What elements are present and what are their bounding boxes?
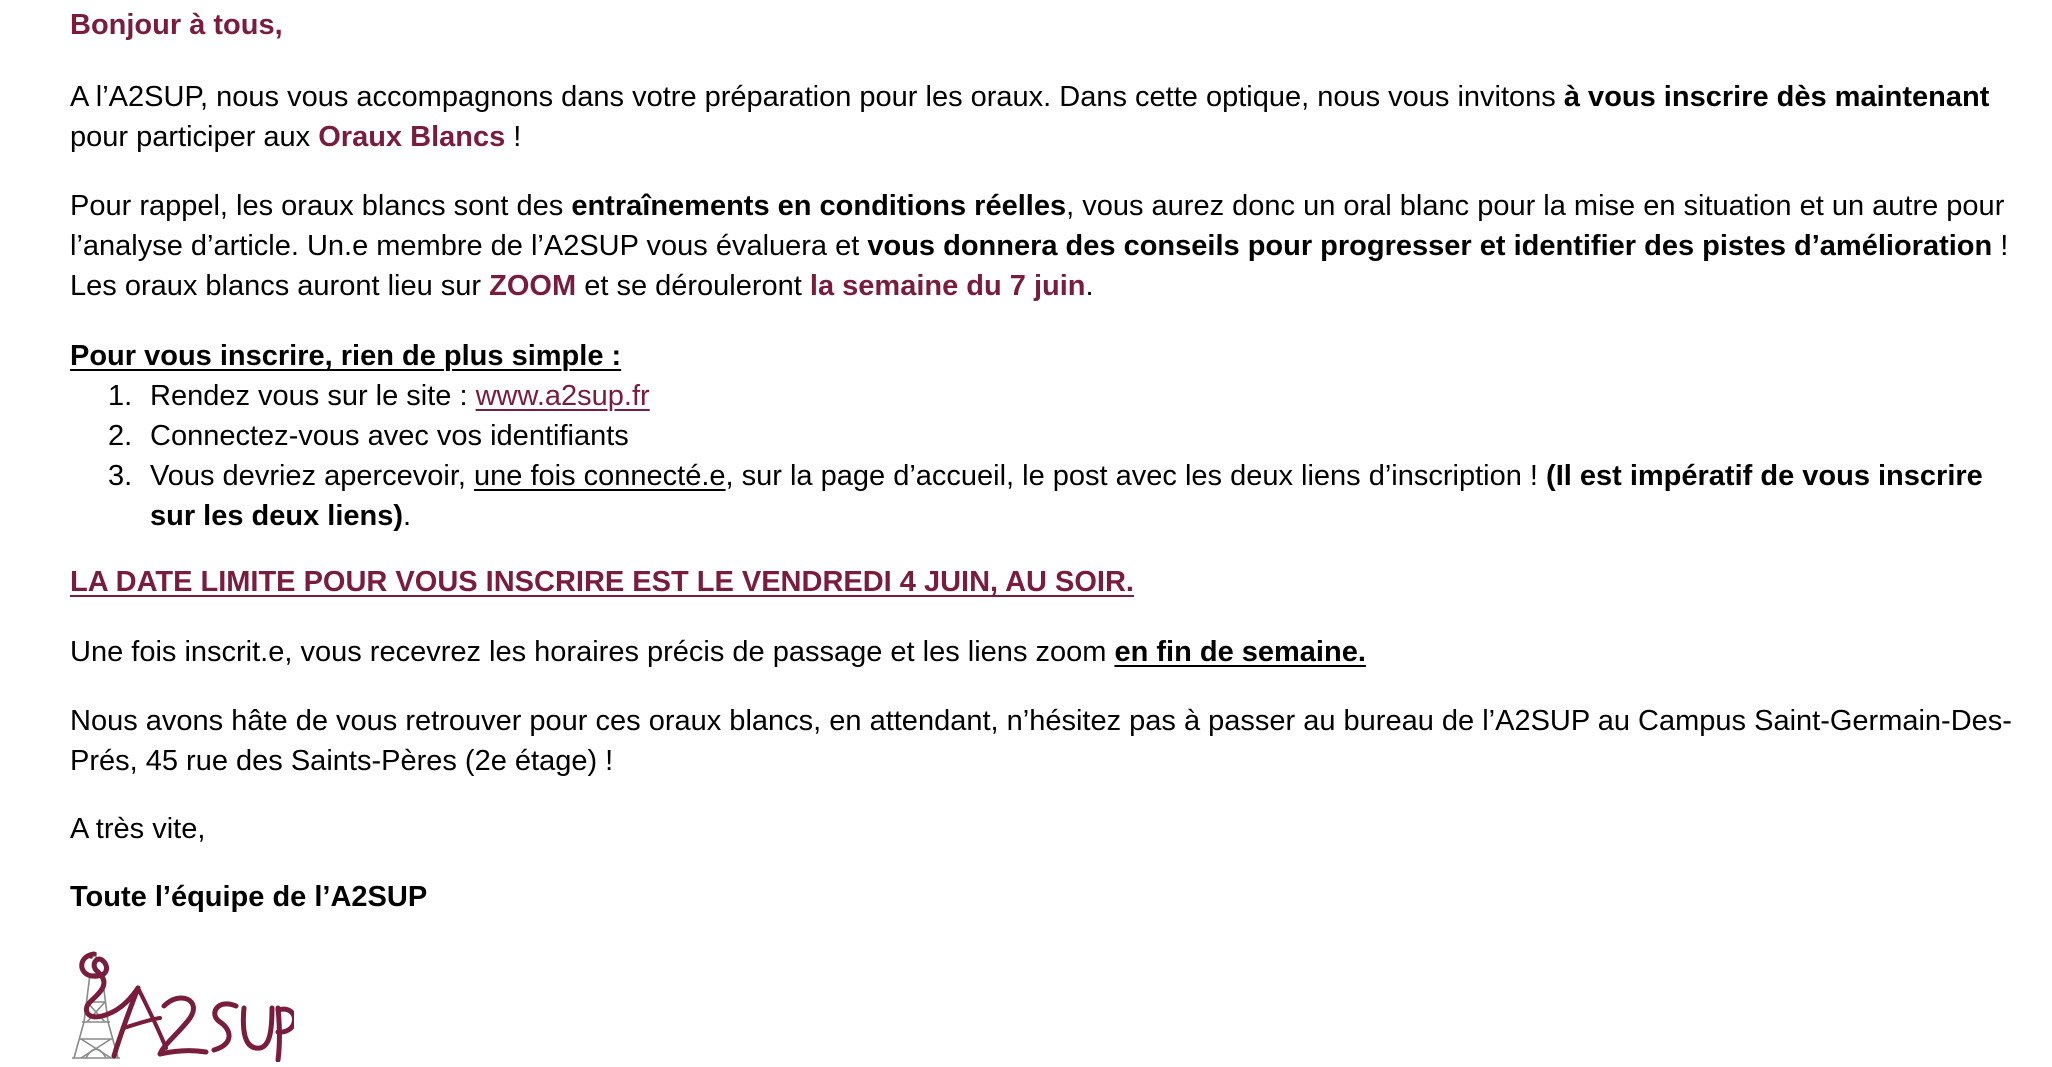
step-text: Rendez vous sur le site : <box>150 380 476 412</box>
reminder-highlight-date: la semaine du 7 juin <box>809 270 1086 302</box>
reminder-bold-1: entraînements en conditions réelles <box>571 190 1067 222</box>
intro-highlight-oraux-blancs: Oraux Blancs <box>318 121 506 153</box>
after-bold-underlined: en fin de semaine. <box>1114 636 1366 668</box>
steps-list <box>70 376 2030 536</box>
greeting: Bonjour à tous, <box>70 9 283 41</box>
website-link[interactable]: www.a2sup.fr <box>475 380 650 412</box>
reminder-highlight-zoom: ZOOM <box>489 270 577 302</box>
step-underlined: une fois connecté.e <box>474 460 726 492</box>
step-text-2: , sur la page d’accueil, le post avec les deux liens d’inscription ! <box>725 460 1547 492</box>
intro-text-3: ! <box>505 121 522 153</box>
after-text-1: Une fois inscrit.e, vous recevrez les horaires précis de passage et les liens zoom <box>70 636 1115 668</box>
step-text-1: Vous devriez apercevoir, <box>150 460 475 492</box>
signature: Toute l’équipe de l’A2SUP <box>70 881 428 913</box>
intro-paragraph <box>70 77 2030 157</box>
list-item-step-3 <box>70 456 2030 536</box>
step-number: 3. <box>108 460 133 492</box>
a2sup-logo <box>68 944 294 1062</box>
step-text-3: . <box>403 500 412 532</box>
reminder-text-3: ! Les oraux blancs auront lieu sur <box>70 230 2009 302</box>
howto-title: Pour vous inscrire, rien de plus simple : <box>70 340 622 372</box>
reminder-text-4: et se dérouleront <box>576 270 810 302</box>
list-item-step-1 <box>70 376 2030 416</box>
step-text: Connectez-vous avec vos identifiants <box>150 420 629 452</box>
after-registration-paragraph <box>70 632 2030 672</box>
signoff: A très vite, <box>70 813 206 845</box>
reminder-bold-2: vous donnera des conseils pour progresser et identifier des pistes d’amélioration <box>867 230 1993 262</box>
intro-bold-1: à vous inscrire dès maintenant <box>1563 81 1990 113</box>
list-item-step-2 <box>70 416 2030 456</box>
reminder-text-1: Pour rappel, les oraux blancs sont des <box>70 190 572 222</box>
reminder-paragraph <box>70 186 2030 306</box>
reminder-text-5: . <box>1085 270 1094 302</box>
intro-text-2: pour participer aux <box>70 121 319 153</box>
intro-text-1: A l’A2SUP, nous vous accompagnons dans votre préparation pour les oraux. Dans cette optique, nous vous invitons <box>70 81 1564 113</box>
step-bold: (Il est impératif de vous inscrire sur les deux liens) <box>150 460 1983 532</box>
eiffel-tower-snake-logo-icon <box>68 944 294 1062</box>
reminder-text-2: , vous aurez donc un oral blanc pour la mise en situation et un autre pour l’analyse d’article. Un.e membre de l’A2SUP vous évaluera et <box>70 190 2005 262</box>
step-number: 1. <box>108 380 133 412</box>
step-number: 2. <box>108 420 133 452</box>
deadline-notice: LA DATE LIMITE POUR VOUS INSCRIRE EST LE VENDREDI 4 JUIN, AU SOIR. <box>70 566 1134 598</box>
closing-paragraph: Nous avons hâte de vous retrouver pour ces oraux blancs, en attendant, n’hésitez pas à passer au bureau de l’A2SUP au Campus Saint-Germain-Des-Prés, 45 rue des Saints-Pères (2e étage) ! <box>70 705 2012 777</box>
